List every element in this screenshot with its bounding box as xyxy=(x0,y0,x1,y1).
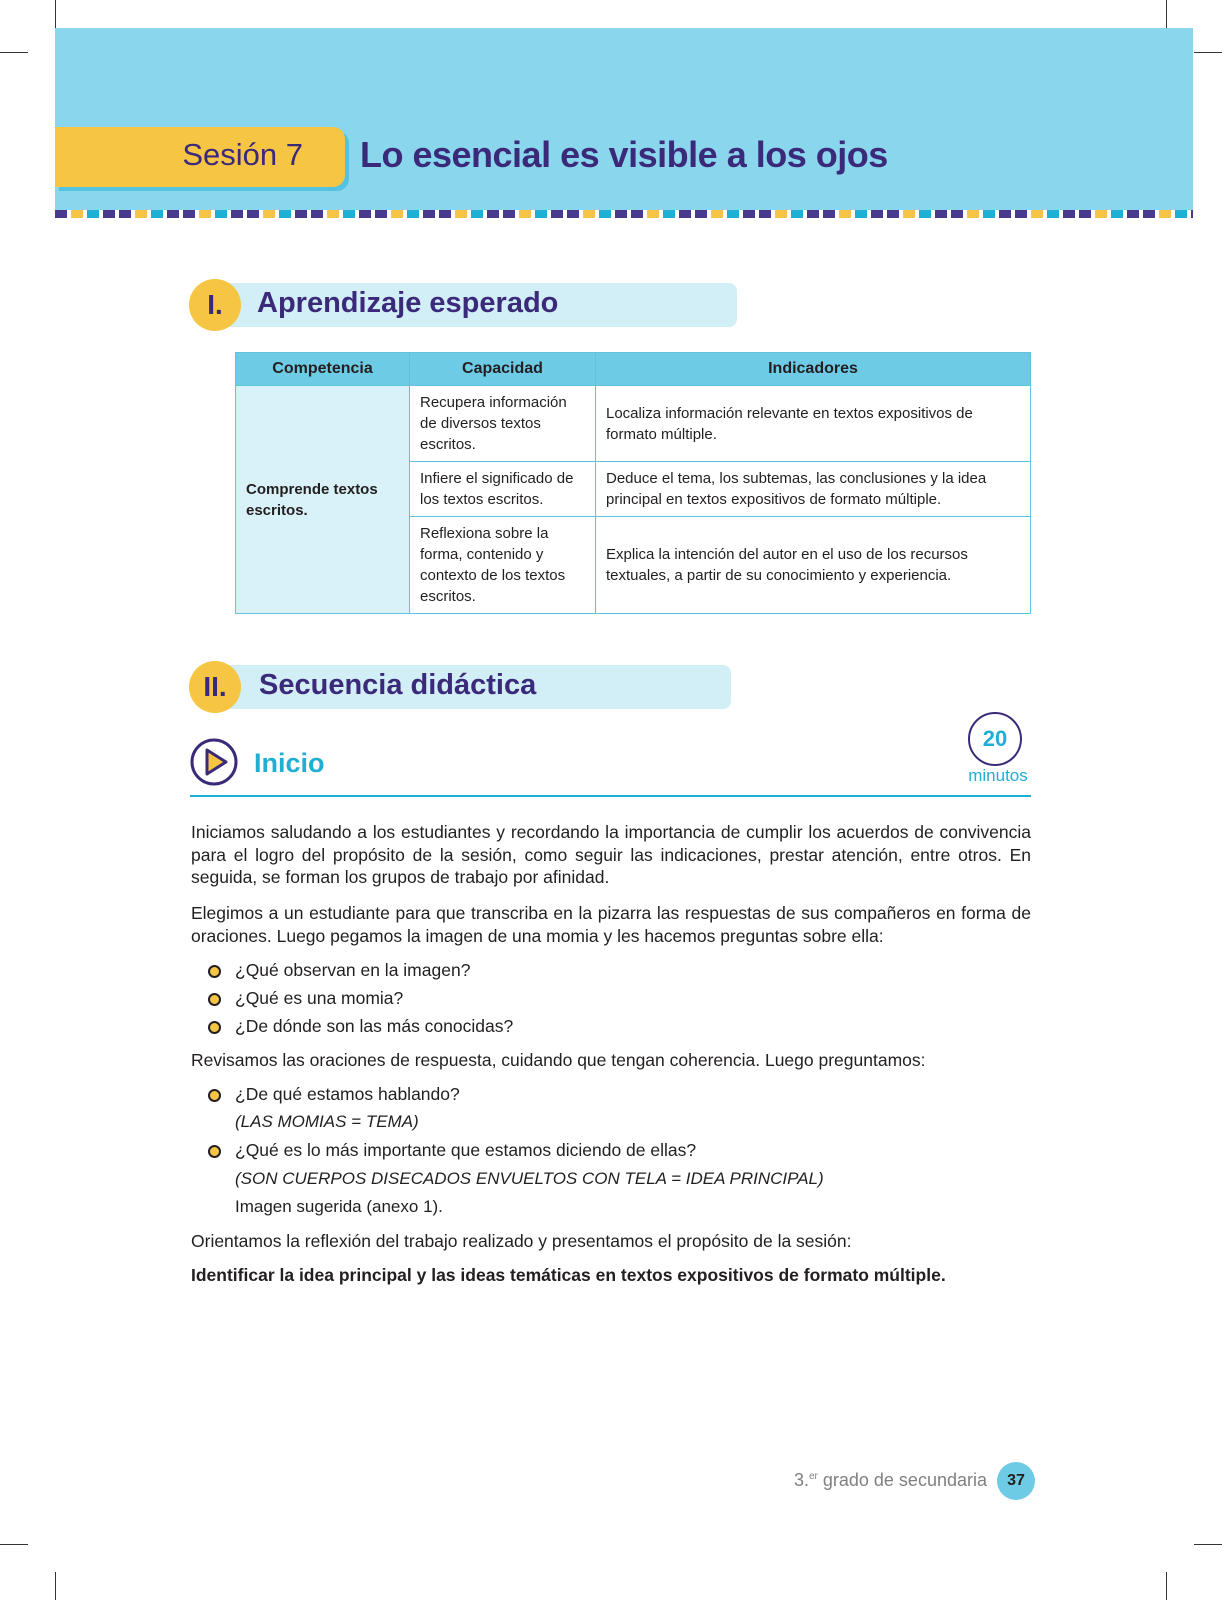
answer-text: (LAS MOMIAS = TEMA) xyxy=(235,1112,419,1131)
bullet-icon xyxy=(208,1145,221,1158)
crop-mark xyxy=(55,0,56,28)
section-number-badge: II. xyxy=(189,661,241,713)
note-text: Imagen sugerida (anexo 1). xyxy=(235,1197,443,1216)
list-item-text: ¿De qué estamos hablando? xyxy=(235,1084,460,1104)
session-label: Sesión 7 xyxy=(182,137,303,172)
page-title: Lo esencial es visible a los ojos xyxy=(360,134,888,175)
section-title: Aprendizaje esperado xyxy=(257,287,559,319)
bullet-icon xyxy=(208,965,221,978)
inicio-label: Inicio xyxy=(254,748,325,778)
purpose-statement: Identificar la idea principal y las ideas temáticas en textos expositivos de formato múltiple. xyxy=(191,1265,946,1285)
inicio-divider xyxy=(190,795,1031,797)
column-header-indicadores: Indicadores xyxy=(596,353,1031,386)
column-header-capacidad: Capacidad xyxy=(410,353,596,386)
section-title: Secuencia didáctica xyxy=(259,669,537,701)
section-number-badge: I. xyxy=(189,279,241,331)
indicador-cell: Localiza información relevante en textos expositivos de formato múltiple. xyxy=(596,386,1031,462)
indicador-cell: Explica la intención del autor en el uso de los recursos textuales, a partir de su conocimiento y experiencia. xyxy=(596,517,1031,614)
bullet-icon xyxy=(208,1089,221,1102)
crop-mark xyxy=(0,1544,28,1545)
bullet-icon xyxy=(208,993,221,1006)
table-header-row xyxy=(236,353,1031,386)
grade-prefix: 3. xyxy=(793,1470,809,1490)
paragraph: Orientamos la reflexión del trabajo realizado y presentamos el propósito de la sesión: xyxy=(191,1231,852,1251)
column-header-competencia: Competencia xyxy=(236,353,410,386)
indicador-cell: Deduce el tema, los subtemas, las conclusiones y la idea principal en textos expositivos de formato múltiple. xyxy=(596,462,1031,517)
timer-value: 20 xyxy=(982,726,1008,751)
bullet-icon xyxy=(208,1021,221,1034)
list-item-text: ¿Qué observan en la imagen? xyxy=(235,960,471,980)
header-stripe xyxy=(55,210,1193,218)
session-badge xyxy=(55,127,345,187)
timer-icon xyxy=(968,712,1022,766)
competencia-cell: Comprende textos escritos. xyxy=(236,386,410,614)
paragraph: Elegimos a un estudiante para que transcriba en la pizarra las respuestas de sus compañeros en forma de oraciones. Luego pegamos la imagen de una momia y les hacemos preguntas sobre ella: xyxy=(191,903,1031,946)
capacidad-cell: Recupera información de diversos textos escritos. xyxy=(410,386,596,462)
table-row xyxy=(236,386,1031,462)
grade-superscript: er xyxy=(808,1471,818,1482)
crop-mark xyxy=(1166,1572,1167,1600)
crop-mark xyxy=(1166,0,1167,28)
capacidad-cell: Reflexiona sobre la forma, contenido y contexto de los textos escritos. xyxy=(410,517,596,614)
play-icon xyxy=(190,738,238,786)
timer-unit: minutos xyxy=(968,766,1028,785)
paragraph: Iniciamos saludando a los estudiantes y recordando la importancia de cumplir los acuerdos de convivencia para el logro del propósito de la sesión, como seguir las indicaciones, prestar atención, entre otros. En seguida, se forman los grupos de trabajo por afinidad. xyxy=(191,822,1031,887)
capacidad-cell: Infiere el significado de los textos escritos. xyxy=(410,462,596,517)
crop-mark xyxy=(1194,1544,1222,1545)
page-number: 37 xyxy=(997,1462,1035,1500)
grade-label xyxy=(760,1470,987,1491)
paragraph: Revisamos las oraciones de respuesta, cuidando que tengan coherencia. Luego preguntamos: xyxy=(191,1050,926,1070)
crop-mark xyxy=(55,1572,56,1600)
answer-text: (SON CUERPOS DISECADOS ENVUELTOS CON TELA = IDEA PRINCIPAL) xyxy=(235,1169,824,1188)
list-item-text: ¿De dónde son las más conocidas? xyxy=(235,1016,514,1036)
crop-mark xyxy=(1194,52,1222,53)
grade-rest: grado de secundaria xyxy=(817,1470,987,1490)
crop-mark xyxy=(0,52,28,53)
competency-table xyxy=(235,352,1031,614)
list-item-text: ¿Qué es una momia? xyxy=(235,988,404,1008)
list-item-text: ¿Qué es lo más importante que estamos diciendo de ellas? xyxy=(235,1140,697,1160)
